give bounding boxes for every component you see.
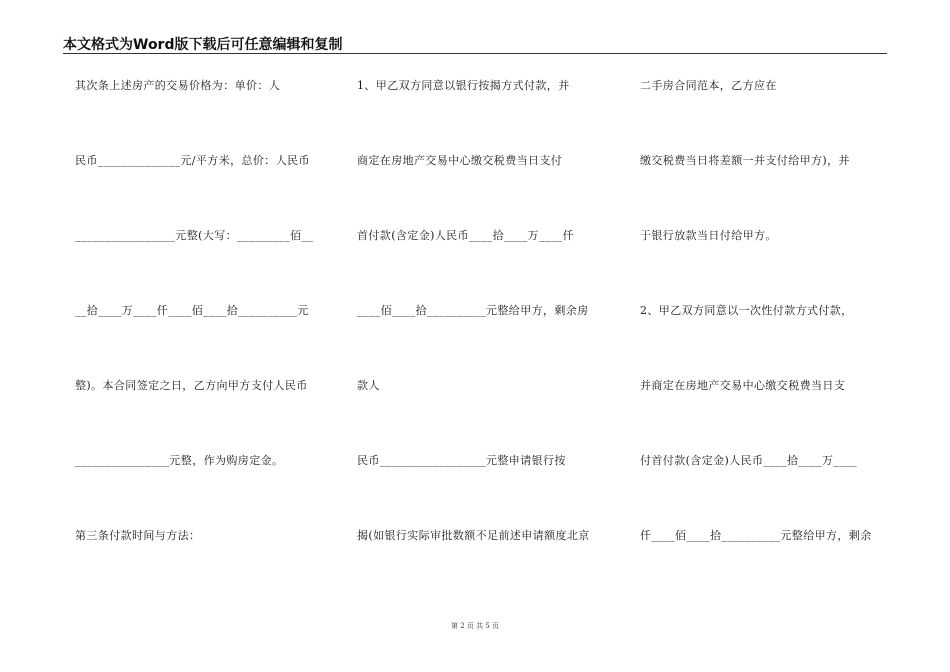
page-number: 第 2 页 共 5 页 xyxy=(450,622,500,630)
text-line: 于银行放款当日付给甲方。 xyxy=(640,229,777,242)
text-line: 首付款(含定金)人民币____拾____万____仟 xyxy=(357,229,574,242)
text-line: 揭(如银行实际审批数额不足前述申请额度北京 xyxy=(357,529,590,542)
text-line: 民币__________________元整申请银行按 xyxy=(357,454,566,467)
text-line: _________________元整(大写：_________佰__ xyxy=(75,229,314,242)
text-line: 民币______________元/平方米，总价：人民币 xyxy=(75,154,310,167)
text-line: ____佰____拾__________元整给甲方，剩余房 xyxy=(357,304,589,317)
text-line: 仟____佰____拾__________元整给甲方，剩余 xyxy=(640,529,872,542)
text-line: ________________元整，作为购房定金。 xyxy=(75,454,284,467)
text-line: 其次条上述房产的交易价格为：单价：人 xyxy=(75,79,281,92)
text-column-3 xyxy=(640,0,890,600)
text-line: 第三条付款时间与方法： xyxy=(75,529,201,542)
text-line: 商定在房地产交易中心缴交税费当日支付 xyxy=(357,154,563,167)
text-line: 款人 xyxy=(357,379,380,392)
text-line: 二手房合同范本，乙方应在 xyxy=(640,79,777,92)
text-line: 付首付款(含定金)人民币____拾____万____ xyxy=(640,454,857,467)
text-column-2 xyxy=(357,0,607,600)
text-line: 整)。本合同签定之日，乙方向甲方支付人民币 xyxy=(75,379,308,392)
text-line: 并商定在房地产交易中心缴交税费当日支 xyxy=(640,379,846,392)
text-column-1 xyxy=(75,0,325,600)
text-line: __拾____万____仟____佰____拾__________元 xyxy=(75,304,309,317)
text-line: 缴交税费当日将差额一并支付给甲方)，并 xyxy=(640,154,850,167)
text-line: 1、甲乙双方同意以银行按揭方式付款，并 xyxy=(357,79,570,92)
document-header: 本文格式为Word版下载后可任意编辑和复制 xyxy=(63,37,343,53)
text-line: 2、甲乙双方同意以一次性付款方式付款， xyxy=(640,304,853,317)
